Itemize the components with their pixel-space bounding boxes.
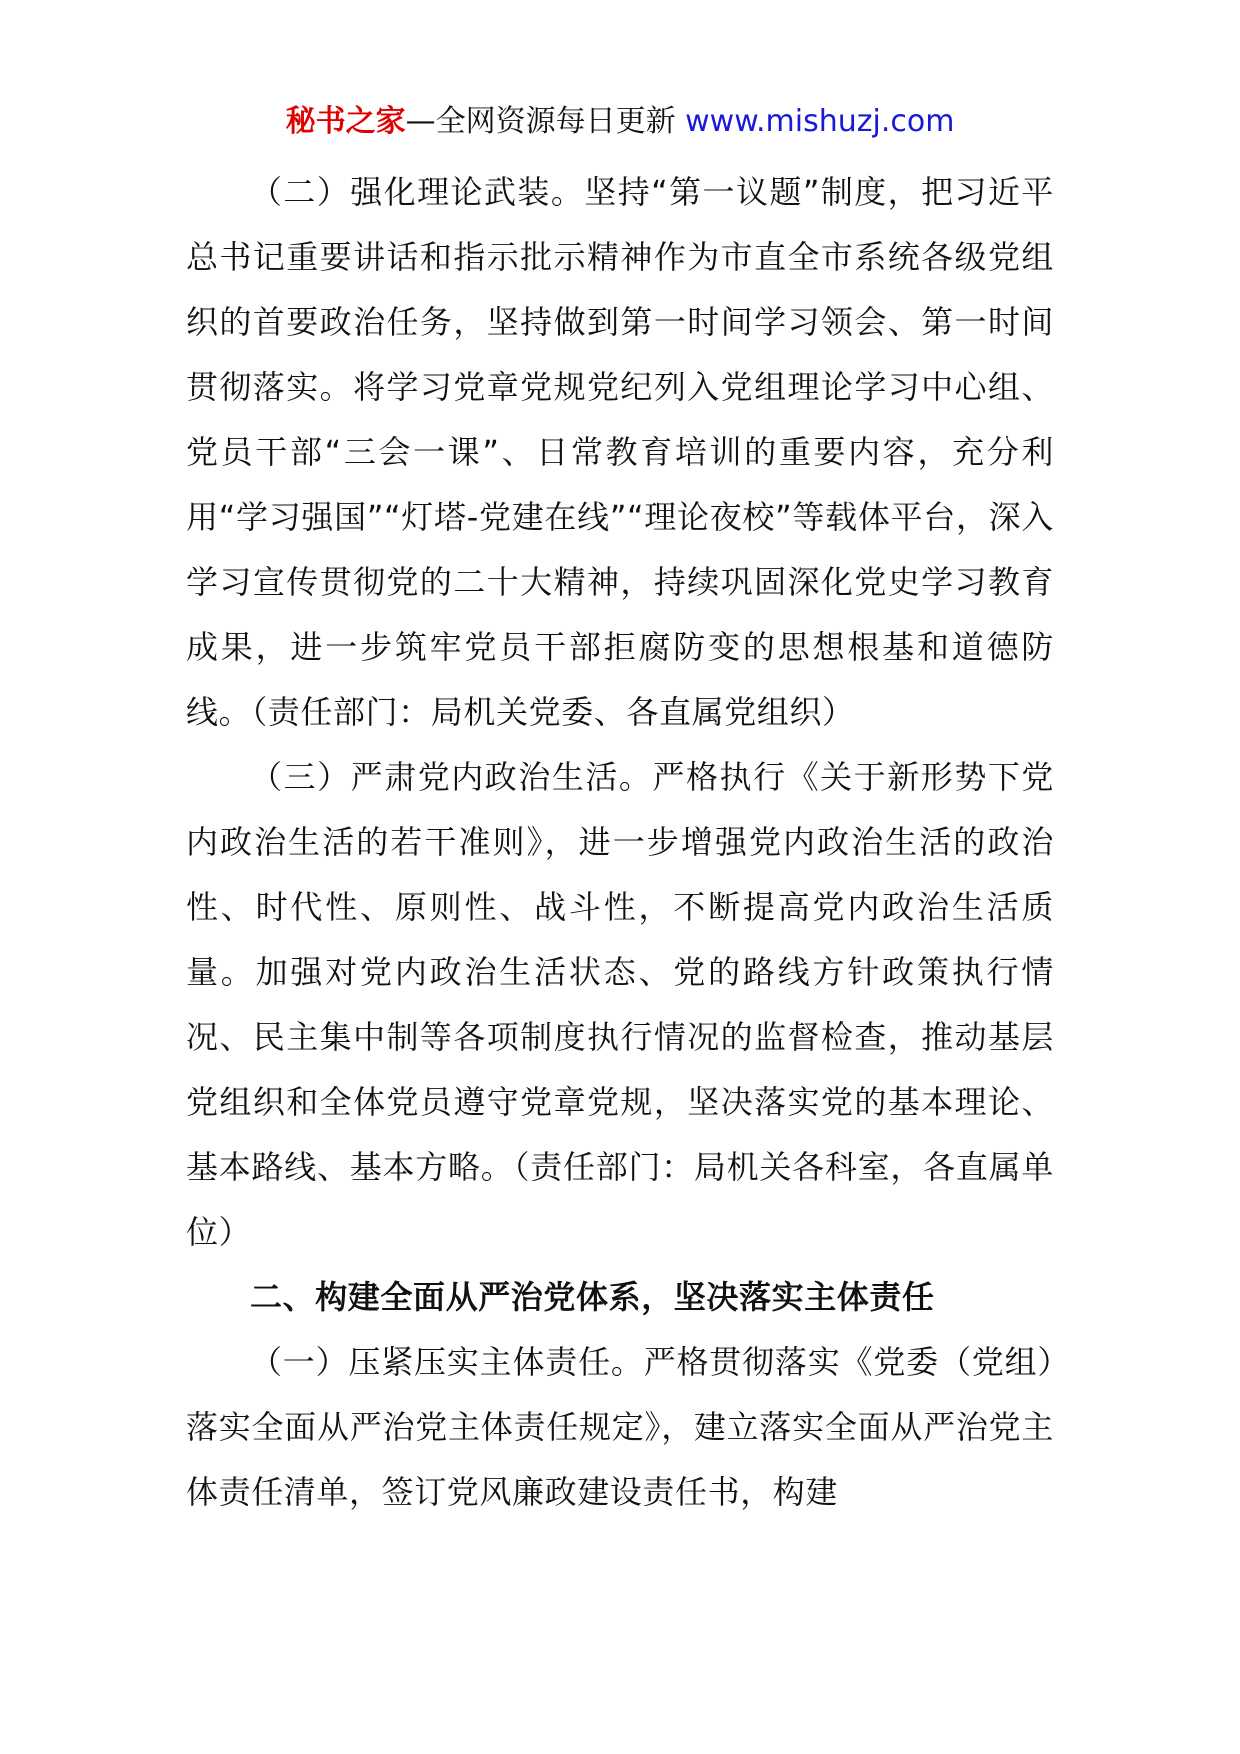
paragraph-main-responsibility: （一）压紧压实主体责任。严格贯彻落实《党委（党组）落实全面从严治党主体责任规定》，建立落实全面从严治党主体责任清单，签订党风廉政建设责任书，构建 <box>186 1343 1054 1511</box>
document-body <box>186 160 1054 1525</box>
header-tagline: —全网资源每日更新 <box>405 104 686 139</box>
header-url-link[interactable]: www.mishuzj.com <box>685 104 955 139</box>
page-header <box>0 100 1240 144</box>
section-heading-two: 二、构建全面从严治党体系，坚决落实主体责任 <box>250 1278 935 1316</box>
paragraph-strengthen-theory: （二）强化理论武装。坚持“第一议题”制度，把习近平总书记重要讲话和指示批示精神作为市直全市系统各级党组织的首要政治任务，坚持做到第一时间学习领会、第一时间贯彻落实。将学习党章党规党纪列入党组理论学习中心组、党员干部“三会一课”、日常教育培训的重要内容，充分利用“学习强国”“灯塔-党建在线”“理论夜校”等载体平台，深入学习宣传贯彻党的二十大精神，持续巩固深化党史学习教育成果，进一步筑牢党员干部拒腐防变的思想根基和道德防线。（责任部门：局机关党委、各直属党组织） <box>186 173 1054 731</box>
brand-name: 秘书之家 <box>285 104 406 139</box>
paragraph-party-political-life: （三）严肃党内政治生活。严格执行《关于新形势下党内政治生活的若干准则》，进一步增强党内政治生活的政治性、时代性、原则性、战斗性，不断提高党内政治生活质量。加强对党内政治生活状态、党的路线方针政策执行情况、民主集中制等各项制度执行情况的监督检查，推动基层党组织和全体党员遵守党章党规，坚决落实党的基本理论、基本路线、基本方略。（责任部门：局机关各科室，各直属单位） <box>186 758 1054 1251</box>
